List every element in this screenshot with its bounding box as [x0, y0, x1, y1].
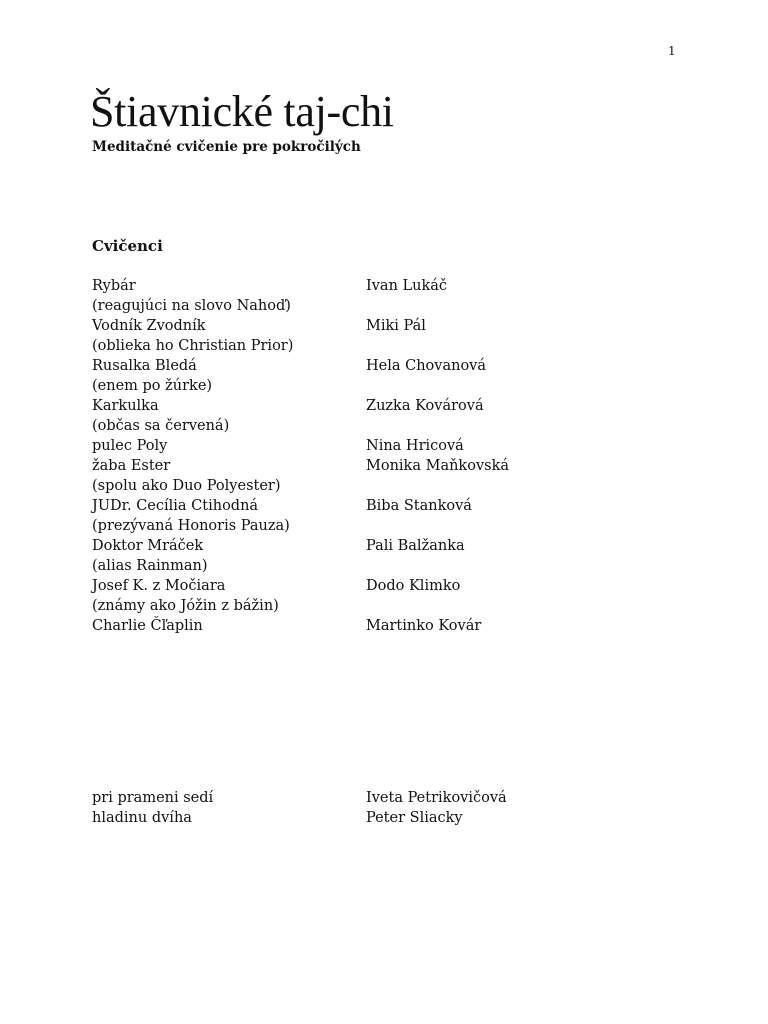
- role-name: JUDr. Cecília Ctihodná: [92, 498, 259, 514]
- actor-name: [366, 336, 652, 356]
- actor-name: Miki Pál: [366, 318, 426, 334]
- cast-row: [92, 356, 652, 376]
- cast-row: [92, 396, 652, 416]
- role-name: Rybár: [92, 278, 136, 294]
- actor-name: [366, 516, 652, 536]
- cast-row: [92, 808, 652, 828]
- actor-name: Iveta Petrikovičová: [366, 790, 507, 806]
- cast-heading: Cvičenci: [92, 237, 163, 255]
- document-title: Štiavnické taj-chi: [90, 87, 394, 136]
- cast-list: [92, 276, 652, 636]
- actor-name: Peter Sliacky: [366, 810, 463, 826]
- role-name: žaba Ester: [92, 458, 171, 474]
- cast-row: [92, 556, 652, 576]
- role-name: (reagujúci na slovo Nahoď): [92, 298, 291, 314]
- cast-row: [92, 496, 652, 516]
- cast-row: [92, 476, 652, 496]
- actor-name: Biba Stanková: [366, 498, 472, 514]
- document-subtitle: Meditačné cvičenie pre pokročilých: [92, 139, 361, 155]
- cast-row: [92, 296, 652, 316]
- actor-name: Nina Hricová: [366, 438, 464, 454]
- cast-row: [92, 516, 652, 536]
- actor-name: Pali Balžanka: [366, 538, 465, 554]
- role-name: (prezývaná Honoris Pauza): [92, 518, 290, 534]
- role-name: (oblieka ho Christian Prior): [92, 338, 294, 354]
- role-name: Vodník Zvodník: [92, 318, 206, 334]
- actor-name: Zuzka Kovárová: [366, 398, 484, 414]
- role-name: Rusalka Bledá: [92, 358, 197, 374]
- actor-name: [366, 376, 652, 396]
- role-name: Doktor Mráček: [92, 538, 204, 554]
- actor-name: [366, 596, 652, 616]
- role-name: (známy ako Jóžin z bážin): [92, 598, 279, 614]
- role-name: (enem po žúrke): [92, 378, 213, 394]
- cast-row: [92, 336, 652, 356]
- role-name: Charlie Čľaplin: [92, 618, 203, 634]
- cast-row: [92, 788, 652, 808]
- role-name: (spolu ako Duo Polyester): [92, 478, 281, 494]
- actor-name: Hela Chovanová: [366, 358, 487, 374]
- actor-name: [366, 476, 652, 496]
- role-name: pri prameni sedí: [92, 790, 214, 806]
- cast-row: [92, 376, 652, 396]
- role-name: hladinu dvíha: [92, 810, 192, 826]
- role-name: (alias Rainman): [92, 558, 208, 574]
- actor-name: Monika Maňkovská: [366, 458, 510, 474]
- actor-name: Martinko Kovár: [366, 618, 482, 634]
- cast-row: [92, 456, 652, 476]
- role-name: (občas sa červená): [92, 418, 230, 434]
- cast-row: [92, 536, 652, 556]
- actor-name: [366, 556, 652, 576]
- cast-row: [92, 416, 652, 436]
- cast-row: [92, 436, 652, 456]
- cast-row: [92, 276, 652, 296]
- role-name: Karkulka: [92, 398, 159, 414]
- actor-name: Ivan Lukáč: [366, 278, 448, 294]
- actor-name: Dodo Klimko: [366, 578, 461, 594]
- cast-row: [92, 596, 652, 616]
- role-name: Josef K. z Močiara: [92, 578, 226, 594]
- role-name: pulec Poly: [92, 438, 168, 454]
- cast-row: [92, 576, 652, 596]
- actor-name: [366, 416, 652, 436]
- cast-row: [92, 616, 652, 636]
- actor-name: [366, 296, 652, 316]
- cast-extra-list: [92, 788, 652, 828]
- page-number: 1: [668, 44, 676, 58]
- cast-row: [92, 316, 652, 336]
